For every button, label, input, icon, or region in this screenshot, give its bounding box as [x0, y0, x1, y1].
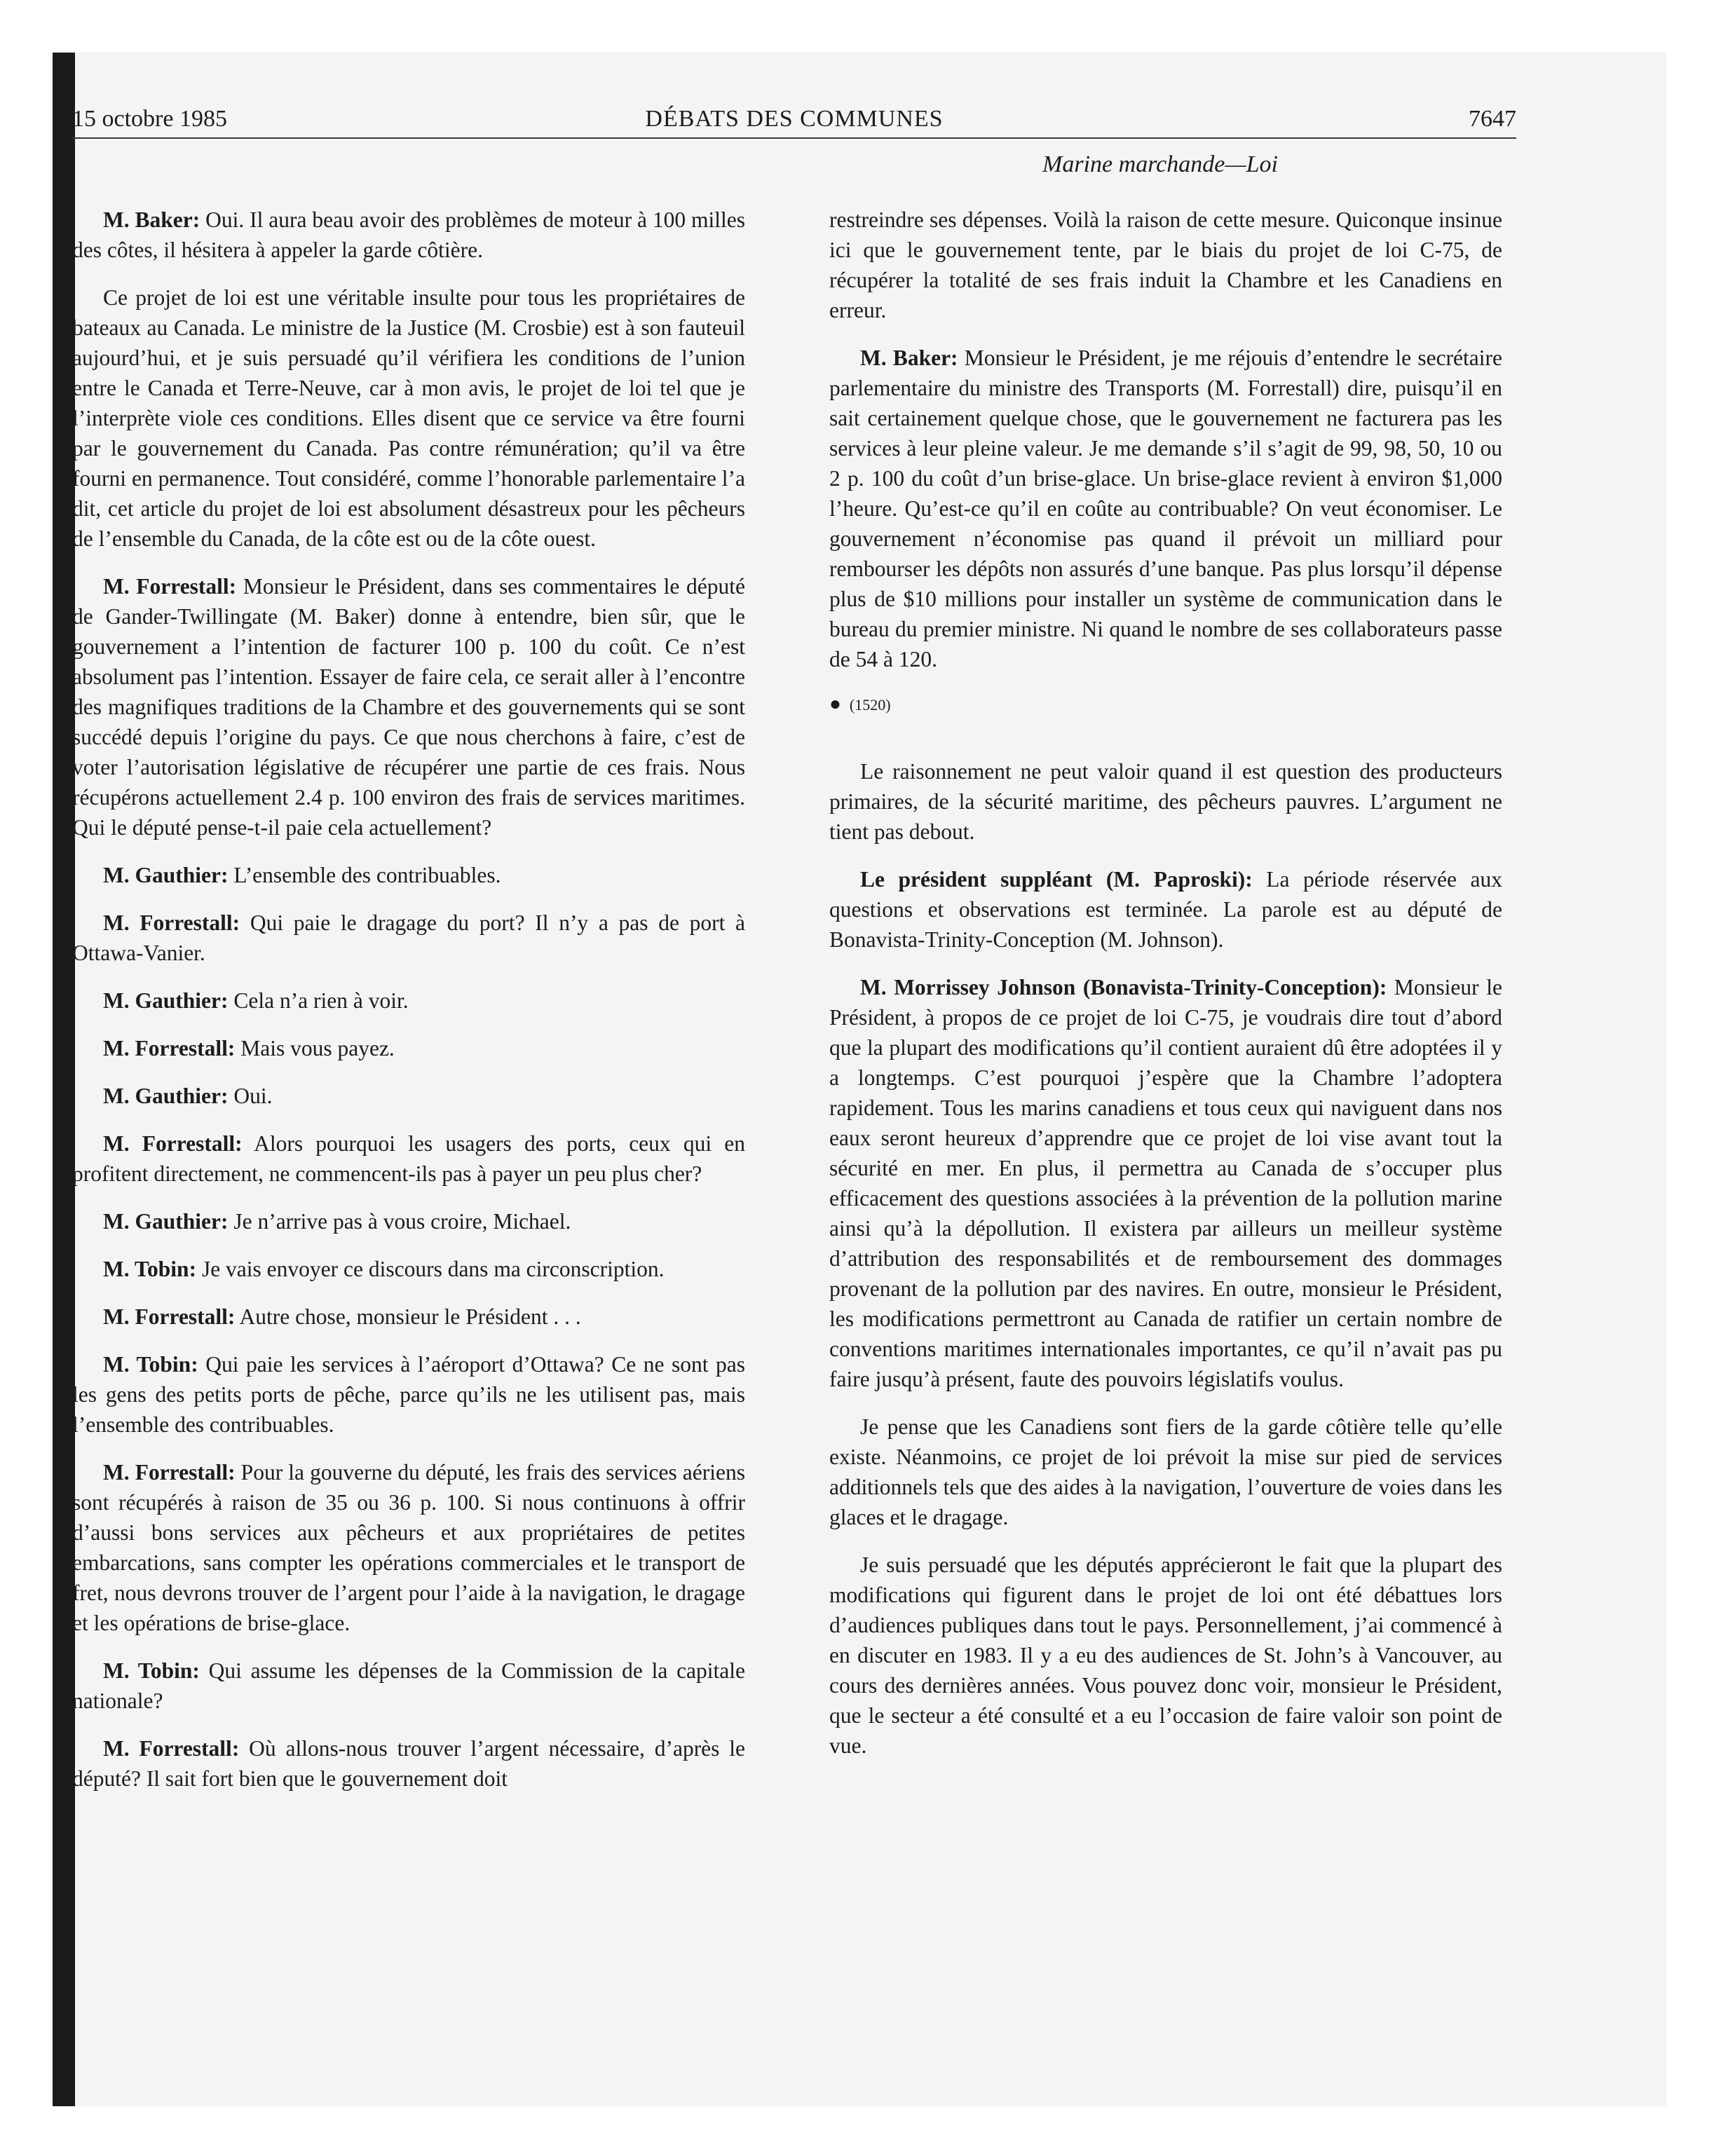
paragraph-text: Qui assume les dépenses de la Commission de la capitale nationale?: [72, 1658, 746, 1713]
speaker-name: M. Gauthier:: [103, 1084, 229, 1108]
paragraph: [72, 1733, 745, 1794]
speaker-name: M. Gauthier:: [103, 1209, 229, 1234]
paragraph-text: La période réservée aux questions et observations est terminée. La parole est au député de Bonavista-Trinity-Conception (M. Johnson).: [829, 867, 1502, 952]
paragraph-text: Oui.: [228, 1084, 273, 1108]
paragraph-text: Oui. Il aura beau avoir des problèmes de moteur à 100 milles des côtes, il hésitera à appeler la garde côtière.: [72, 207, 745, 262]
paragraph: [72, 571, 745, 842]
paragraph-text: Ce projet de loi est une véritable insulte pour tous les propriétaires de bateaux au Canada. Le ministre de la Justice (M. Crosbie) est à son fauteuil aujourd’hui, et je suis persuadé qu’il vérifiera les conditions de l’union entre le Canada et Terre-Neuve, car à mon avis, le projet de loi tel que je l’interprète viole ces conditions. Elles disent que ce service va être fourni par le gouvernement du Canada. Pas contre rémunération; qu’il va être fourni en permanence. Tout considéré, comme l’honorable parlementaire l’a dit, cet article du projet de loi est absolument désastreux pour les pêcheurs de l’ensemble du Canada, de la côte est ou de la côte ouest.: [72, 285, 745, 551]
paragraph: [72, 1128, 745, 1189]
paragraph: [72, 1302, 745, 1332]
speaker-name: M. Forrestall:: [103, 1036, 236, 1060]
paragraph-text: Je n’arrive pas à vous croire, Michael.: [228, 1209, 571, 1234]
speaker-name: M. Morrissey Johnson (Bonavista-Trinity-Conception):: [860, 975, 1387, 999]
paragraph-text: Mais vous payez.: [235, 1036, 395, 1060]
speaker-name: M. Baker:: [860, 346, 958, 370]
paragraph: [72, 908, 745, 968]
paragraph: [72, 205, 745, 265]
paragraph-text: Je pense que les Canadiens sont fiers de la garde côtière telle qu’elle existe. Néanmoins, ce projet de loi prévoit la mise sur pied de services additionnels tels que des aides à la navigation, l’ouverture de voies dans les glaces et le dragage.: [829, 1414, 1502, 1529]
paragraph: [72, 985, 745, 1016]
paragraph: [72, 1033, 745, 1063]
paragraph: [829, 972, 1502, 1394]
paragraph-text: Alors pourquoi les usagers des ports, ceux qui en profitent directement, ne commencent-ils pas à payer un peu plus cher?: [72, 1131, 745, 1186]
paragraph: [829, 205, 1502, 325]
time-marker: [829, 694, 1502, 716]
paragraph-text: Monsieur le Président, dans ses commentaires le député de Gander-Twillingate (M. Baker) donne à entendre, bien sûr, que le gouvernement a l’intention de facturer 100 p. 100 du coût. Ce n’est absolument pas l’intention. Essayer de faire cela, ce serait aller à l’encontre des magnifiques traditions de la Chambre et des gouvernements qui se sont succédé depuis l’origine du pays. Ce que nous cherchons à faire, c’est de voter l’autorisation législative de récupérer une partie de ces frais. Nous récupérons actuellement 2.4 p. 100 environ des frais de services maritimes. Qui le député pense-t-il paie cela actuellement?: [72, 574, 745, 840]
paragraph: [72, 1254, 745, 1284]
header-page-number: 7647: [1469, 106, 1516, 132]
left-column: [72, 205, 745, 1811]
paragraph-text: restreindre ses dépenses. Voilà la raison de cette mesure. Quiconque insinue ici que le gouvernement tente, par le biais du projet de loi C-75, de récupérer la totalité de ses frais induit la Chambre et les Canadiens en erreur.: [829, 207, 1502, 322]
header-date: 15 octobre 1985: [72, 106, 227, 132]
section-rubric: Marine marchande—Loi: [1042, 151, 1278, 177]
page-header: [72, 105, 1516, 139]
speaker-name: M. Forrestall:: [103, 910, 240, 935]
paragraph: [72, 1081, 745, 1111]
paragraph-text: Le raisonnement ne peut valoir quand il est question des producteurs primaires, de la sécurité maritime, des pêcheurs pauvres. L’argument ne tient pas debout.: [829, 759, 1502, 844]
speaker-name: Le président suppléant (M. Paproski):: [860, 867, 1253, 892]
paragraph-text: Autre chose, monsieur le Président . . .: [235, 1304, 581, 1329]
scan-margin: [0, 0, 1735, 53]
paragraph: [72, 1349, 745, 1440]
speaker-name: M. Tobin:: [103, 1658, 200, 1683]
paragraph-text: Cela n’a rien à voir.: [228, 988, 409, 1013]
bullet-icon: ●: [829, 693, 841, 715]
paragraph: [829, 756, 1502, 847]
paragraph: [72, 860, 745, 890]
paragraph-text: Monsieur le Président, je me réjouis d’entendre le secrétaire parlementaire du ministre des Transports (M. Forrestall) dire, puisqu’il en sait certainement quelque chose, que le gouvernement ne facturera pas les services à leur pleine valeur. Je me demande s’il s’agit de 99, 98, 50, 10 ou 2 p. 100 du coût d’un brise-glace. Un brise-glace revient à environ $1,000 l’heure. Qu’est-ce qu’il en coûte au contribuable? On veut économiser. Le gouvernement n’économise pas quand il prévoit un milliard pour rembourser les dépôts non assurés d’une banque. Pas plus lorsqu’il dépense plus de $10 millions pour installer un système de communication dans le bureau du premier ministre. Ni quand le nombre de ses collaborateurs passe de 54 à 120.: [829, 346, 1502, 671]
speaker-name: M. Tobin:: [103, 1257, 197, 1281]
speaker-name: M. Gauthier:: [103, 988, 229, 1013]
speaker-name: M. Forrestall:: [103, 1736, 240, 1761]
speaker-name: M. Forrestall:: [103, 1460, 236, 1485]
speaker-name: M. Forrestall:: [103, 1131, 243, 1156]
speaker-name: M. Forrestall:: [103, 1304, 236, 1329]
speaker-name: M. Gauthier:: [103, 863, 229, 887]
paragraph: [829, 1550, 1502, 1761]
speaker-name: M. Baker:: [103, 207, 200, 232]
paragraph: [72, 282, 745, 554]
right-column: [829, 205, 1502, 1778]
paragraph-text: L’ensemble des contribuables.: [228, 863, 501, 887]
time-marker-text: (1520): [849, 696, 891, 714]
paragraph: [829, 1412, 1502, 1532]
paragraph-text: Pour la gouverne du député, les frais des services aériens sont récupérés à raison de 35 ou 36 p. 100. Si nous continuons à offrir d’aussi bons services aux pêcheurs et aux propriétaires de petites embarcations, sans compter les opérations commerciales et le transport de fret, nous devrons trouver de l’argent pour l’aide à la navigation, le dragage et les opérations de brise-glace.: [72, 1460, 745, 1635]
paragraph-text: Monsieur le Président, à propos de ce projet de loi C-75, je voudrais dire tout d’abord que la plupart des modifications qu’il contient auraient dû être adoptées il y a longtemps. C’est pourquoi j’espère que la Chambre l’adoptera rapidement. Tous les marins canadiens et tous ceux qui naviguent dans nos eaux seront heureux d’apprendre que ce projet de loi vise avant tout la sécurité en mer. En plus, il permettra au Canada de s’occuper plus efficacement des questions associées à la prévention de la pollution marine ainsi qu’à la dépollution. Il existera par ailleurs un meilleur système d’attribution des responsabilités et de remboursement des dommages provenant de la pollution par des navires. En outre, monsieur le Président, les modifications permettront au Canada de ratifier un certain nombre de conventions maritimes internationales importantes, ce qu’il n’avait pas pu faire jusqu’à présent, faute des pouvoirs législatifs voulus.: [829, 975, 1502, 1391]
paragraph-text: Je vais envoyer ce discours dans ma circonscription.: [196, 1257, 665, 1281]
paragraph: [72, 1206, 745, 1236]
paragraph: [829, 343, 1502, 674]
paragraph-text: Je suis persuadé que les députés apprécieront le fait que la plupart des modifications qui figurent dans le projet de loi ont été débattues lors d’audiences publiques dans tout le pays. Personnellement, j’ai commencé à en discuter en 1983. Il y a eu des audiences de St. John’s à Vancouver, au cours des dernières années. Vous pouvez donc voir, monsieur le Président, que le secteur a été consulté et a eu l’occasion de faire valoir son point de vue.: [829, 1553, 1502, 1758]
speaker-name: M. Tobin:: [103, 1352, 198, 1377]
paragraph: [829, 864, 1502, 955]
speaker-name: M. Forrestall:: [103, 574, 237, 599]
paragraph-text: Qui paie les services à l’aéroport d’Ottawa? Ce ne sont pas les gens des petits ports de pêche, parce qu’ils ne les utilisent pas, mais l’ensemble des contribuables.: [72, 1352, 746, 1437]
paragraph-text: Qui paie le dragage du port? Il n’y a pas de port à Ottawa-Vanier.: [72, 910, 746, 965]
paragraph-text: Où allons-nous trouver l’argent nécessaire, d’après le député? Il sait fort bien que le gouvernement doit: [72, 1736, 745, 1791]
paragraph: [72, 1656, 745, 1716]
header-title: DÉBATS DES COMMUNES: [645, 106, 944, 132]
paragraph: [72, 1457, 745, 1638]
